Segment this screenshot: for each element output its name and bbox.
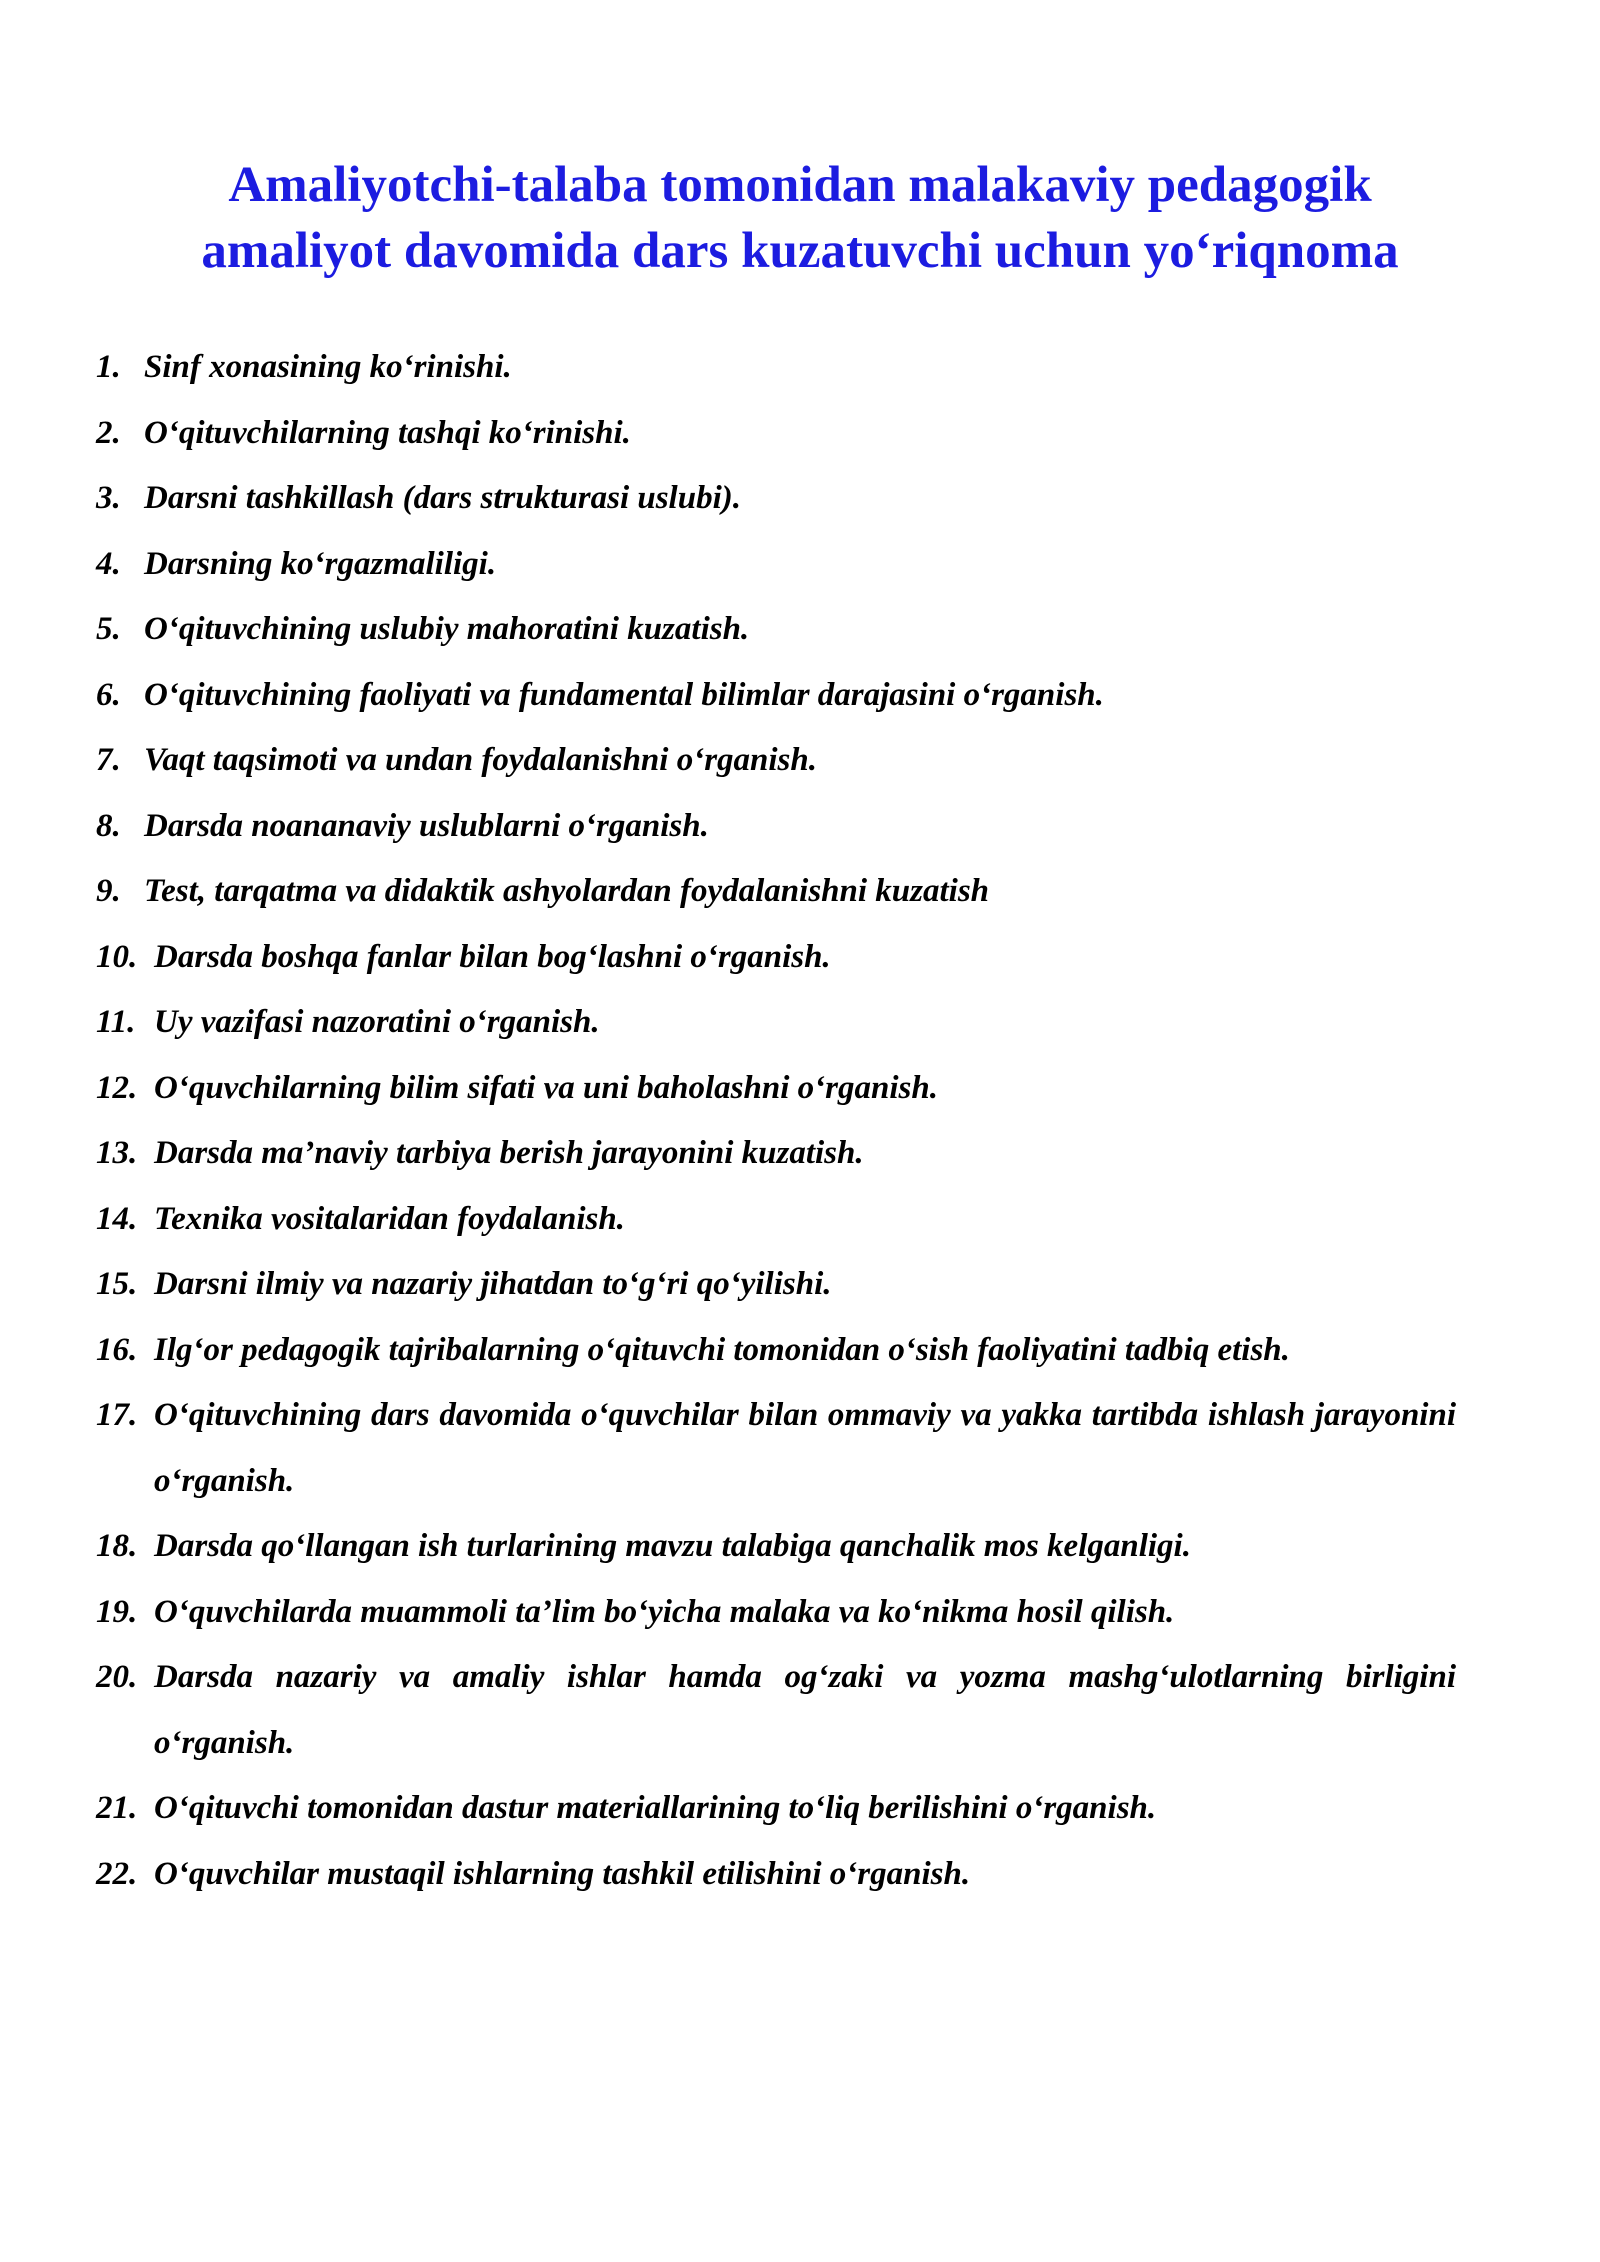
list-item	[96, 1187, 1456, 1253]
list-item-text: O‘qituvchilarning tashqi ko‘rinishi.	[144, 414, 631, 451]
list-item-number: 2.	[96, 414, 121, 451]
list-item	[96, 1580, 1456, 1646]
list-item	[96, 1514, 1456, 1580]
list-item-text: O‘qituvchining dars davomida o‘quvchilar bilan ommaviy va yakka tartibda ishlash jarayonini o‘rganish.	[154, 1397, 1456, 1499]
list-item-text: Darsda noananaviy uslublarni o‘rganish.	[144, 807, 709, 844]
list-item-number: 22.	[96, 1855, 138, 1892]
list-item	[96, 925, 1456, 991]
list-item-number: 21.	[96, 1790, 138, 1826]
list-item	[96, 532, 1456, 598]
list-item-number: 9.	[96, 873, 121, 909]
list-item-number: 1.	[96, 349, 121, 385]
list-item	[96, 401, 1456, 467]
list-item-number: 10.	[96, 938, 138, 975]
list-item-number: 12.	[96, 1069, 138, 1106]
list-item-text: Darsni tashkillash (dars strukturasi uslubi).	[144, 480, 741, 516]
list-item-number: 3.	[96, 480, 121, 516]
list-item-text: Texnika vositalaridan foydalanish.	[154, 1200, 625, 1237]
list-item	[96, 728, 1456, 794]
list-item-text: O‘qituvchining uslubiy mahoratini kuzatish.	[144, 611, 750, 647]
list-item-text: O‘qituvchining faoliyati va fundamental bilimlar darajasini o‘rganish.	[144, 676, 1104, 713]
document-title-line-2: amaliyot davomida dars kuzatuvchi uchun yo‘riqnoma	[201, 223, 1399, 279]
document-title	[100, 152, 1500, 284]
list-item-text: Vaqt taqsimoti va undan foydalanishni o‘rganish.	[144, 742, 818, 778]
list-item-text: Sinf xonasining ko‘rinishi.	[144, 349, 512, 385]
list-item-text: Ilg‘or pedagogik tajribalarning o‘qituvchi tomonidan o‘sish faoliyatini tadbiq etish.	[154, 1331, 1290, 1368]
list-item-text: Test, tarqatma va didaktik ashyolardan foydalanishni kuzatish	[144, 873, 990, 909]
list-item	[96, 1383, 1456, 1514]
list-item	[96, 335, 1456, 401]
list-item-number: 17.	[96, 1397, 138, 1433]
list-item	[96, 1318, 1456, 1384]
list-item	[96, 597, 1456, 663]
list-item-text: O‘quvchilarda muammoli ta’lim bo‘yicha malaka va ko‘nikma hosil qilish.	[154, 1593, 1175, 1630]
list-item-text: Darsning ko‘rgazmaliligi.	[144, 545, 497, 582]
list-item-number: 14.	[96, 1200, 138, 1237]
list-item-number: 8.	[96, 807, 121, 844]
list-item	[96, 1121, 1456, 1187]
list-item-number: 20.	[96, 1659, 138, 1695]
list-item	[96, 990, 1456, 1056]
list-item-number: 18.	[96, 1528, 138, 1564]
list-item-number: 15.	[96, 1266, 138, 1302]
list-item-text: Darsda boshqa fanlar bilan bog‘lashni o‘rganish.	[154, 938, 831, 975]
list-item-text: Darsda nazariy va amaliy ishlar hamda og‘zaki va yozma mashg‘ulotlarning birligini o‘rganish.	[154, 1659, 1456, 1761]
list-item-text: Darsni ilmiy va nazariy jihatdan to‘g‘ri qo‘yilishi.	[154, 1266, 832, 1302]
list-item	[96, 794, 1456, 860]
list-item	[96, 1776, 1456, 1842]
checklist	[96, 335, 1456, 1907]
list-item-number: 6.	[96, 676, 121, 713]
list-item-number: 4.	[96, 545, 121, 582]
list-item-text: Darsda qo‘llangan ish turlarining mavzu talabiga qanchalik mos kelganligi.	[154, 1528, 1191, 1564]
list-item-number: 19.	[96, 1593, 138, 1630]
list-item-number: 16.	[96, 1331, 138, 1368]
list-item-number: 7.	[96, 742, 121, 778]
list-item-number: 13.	[96, 1135, 138, 1171]
list-item	[96, 1056, 1456, 1122]
list-item	[96, 663, 1456, 729]
list-item	[96, 466, 1456, 532]
list-item	[96, 1842, 1456, 1908]
list-item-number: 5.	[96, 611, 121, 647]
list-item-text: O‘qituvchi tomonidan dastur materiallarining to‘liq berilishini o‘rganish.	[154, 1790, 1157, 1826]
document-title-line-1: Amaliyotchi-talaba tomonidan malakaviy pedagogik	[228, 157, 1372, 213]
list-item-text: Uy vazifasi nazoratini o‘rganish.	[154, 1004, 600, 1040]
list-item	[96, 1252, 1456, 1318]
list-item-text: O‘quvchilar mustaqil ishlarning tashkil etilishini o‘rganish.	[154, 1855, 971, 1892]
list-item	[96, 1645, 1456, 1776]
list-item-text: O‘quvchilarning bilim sifati va uni baholashni o‘rganish.	[154, 1069, 938, 1106]
list-item-text: Darsda ma’naviy tarbiya berish jarayonini kuzatish.	[154, 1135, 864, 1171]
list-item-number: 11.	[96, 1004, 136, 1040]
list-item	[96, 859, 1456, 925]
